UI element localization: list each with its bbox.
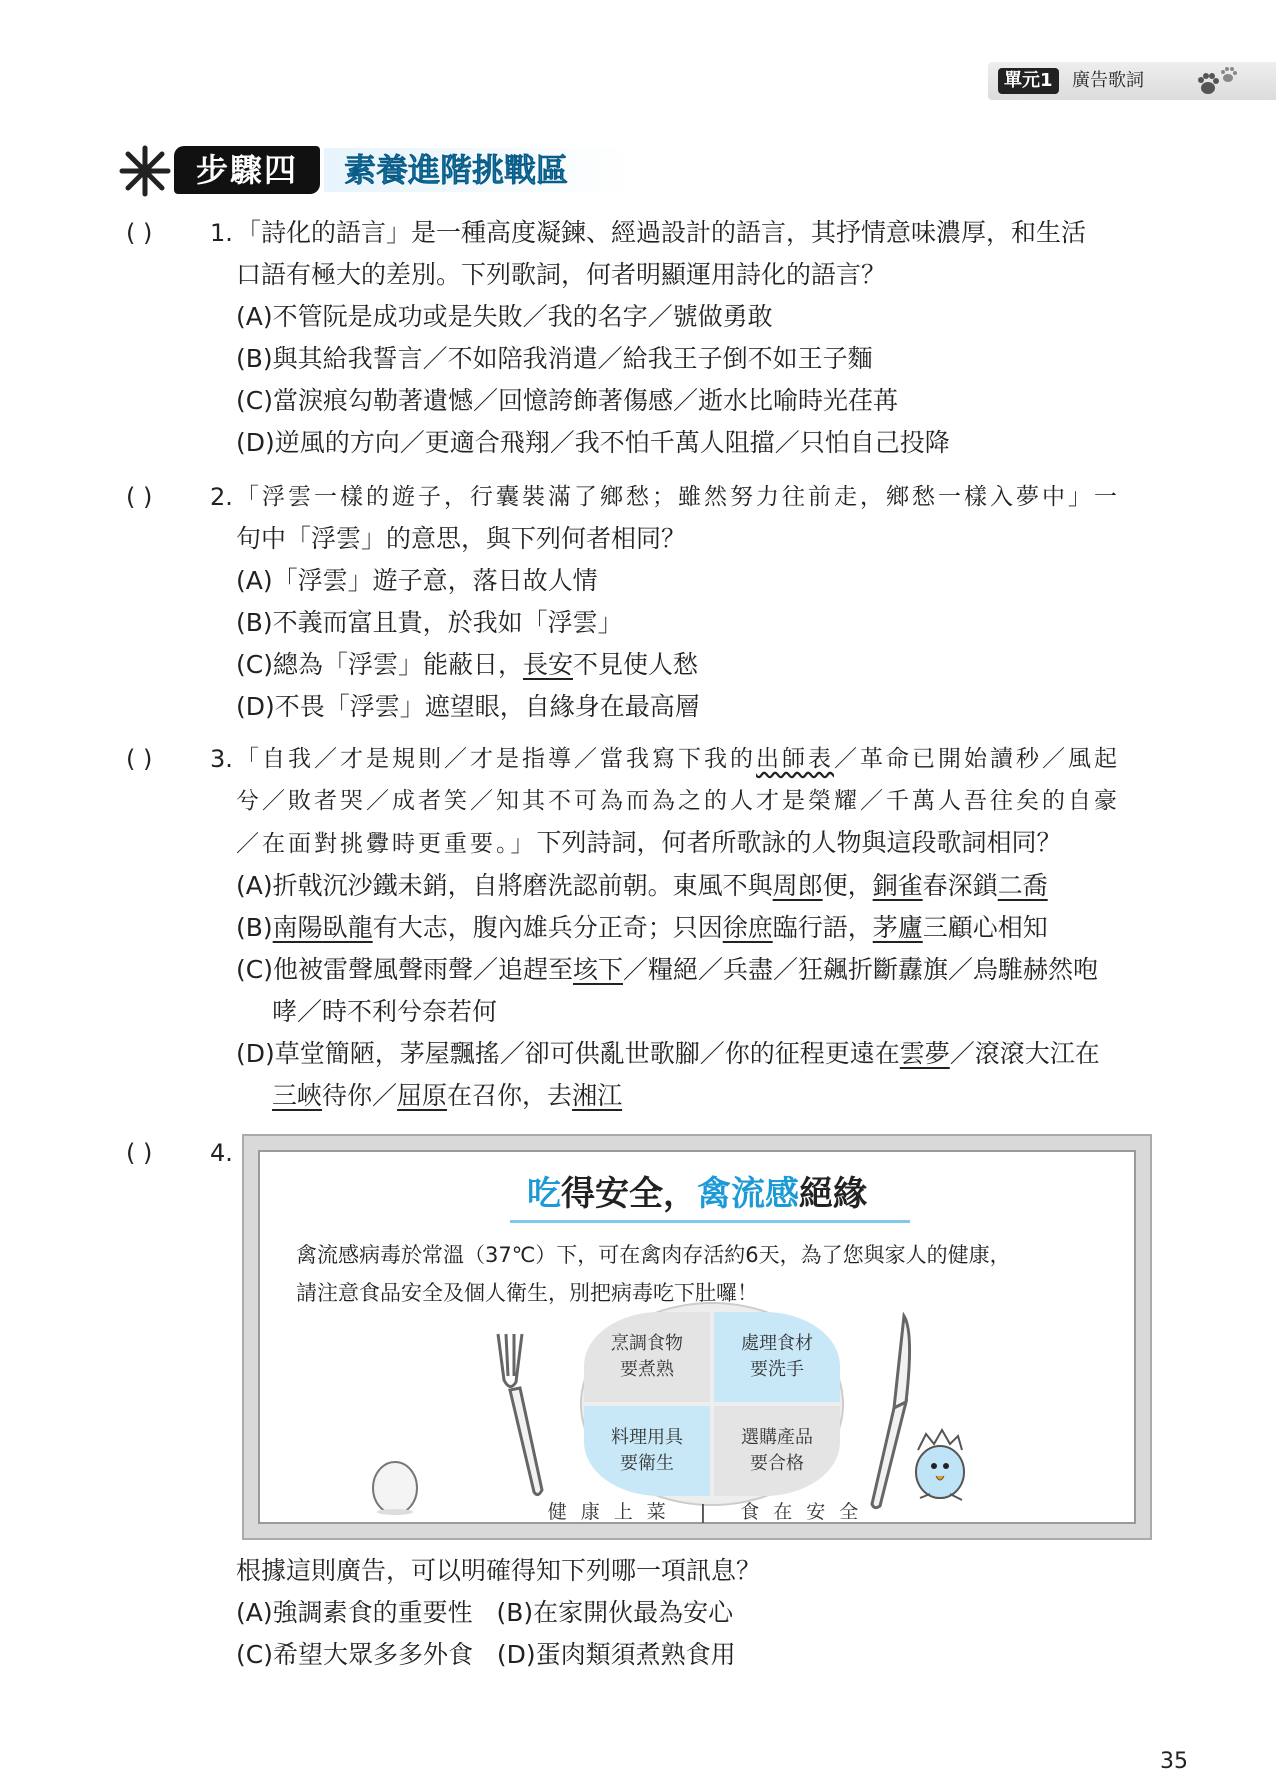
option-text: 不見使人愁 <box>572 650 698 679</box>
option-text: 有大志，腹內雄兵分正奇；只因 <box>372 913 723 942</box>
unit-tab <box>988 62 1276 100</box>
question-stem-line: 根據這則廣告，可以明確得知下列哪一項訊息？ <box>236 1556 762 1585</box>
question-body <box>236 738 1156 1117</box>
quadrant-cook: 烹調食物 要煮熟 <box>584 1312 710 1402</box>
lyric-quote-line <box>236 738 1156 780</box>
plate-illustration <box>480 1302 940 1492</box>
question-body <box>236 1550 1156 1676</box>
answer-blank: ( ) <box>126 745 153 773</box>
option-b: (B)不義而富且貴，於我如「浮雲」 <box>236 608 623 637</box>
option-text: (D)草堂簡陋，茅屋飄搖／卻可供亂世歌腳／你的征程更遠在 <box>236 1039 900 1068</box>
options-row <box>236 1592 1156 1634</box>
unit-badge: 單元1 <box>998 68 1059 94</box>
lyric-text: ／在面對挑釁時更重要。」 <box>236 831 537 857</box>
proper-noun: 長安 <box>522 650 573 679</box>
question-stem-line: 句中「浮雲」的意思，與下列何者相同？ <box>236 524 687 553</box>
proper-noun: 雲夢 <box>899 1039 950 1068</box>
proper-noun: 茅廬 <box>872 913 923 942</box>
question-number: 1. <box>210 219 233 247</box>
option-text: 便， <box>822 871 873 900</box>
question-number: 2. <box>210 483 233 511</box>
lyric-quote-line: 兮／敗者哭／成者笑／知其不可為而為之的人才是榮耀／千萬人吾往矣的自豪 <box>236 788 1120 814</box>
question-number: 3. <box>210 745 233 773</box>
answer-blank: ( ) <box>126 483 153 511</box>
poster-text-line: 禽流感病毒於常溫（37℃）下，可在禽肉存活約6天，為了您與家人的健康， <box>296 1243 1011 1267</box>
option-d: (D)蛋肉類須煮熟食用 <box>496 1640 736 1669</box>
fork-icon <box>490 1330 550 1500</box>
proper-noun: 南陽 <box>272 913 323 942</box>
section-title: 素養進階挑戰區 <box>324 148 634 192</box>
question-stem-line <box>236 822 1156 865</box>
step-label: 步驟四 <box>174 146 320 194</box>
page-number: 35 <box>1160 1749 1188 1774</box>
poster-title-part: 絕緣 <box>799 1174 867 1214</box>
poster-title-part: 得安全， <box>561 1174 697 1214</box>
ad-poster <box>242 1134 1152 1540</box>
question-body <box>236 476 1156 728</box>
option-b <box>236 907 1156 949</box>
question-body <box>236 212 1156 464</box>
poster-title-part: 吃 <box>527 1174 561 1214</box>
quadrant-utensils: 料理用具 要衛生 <box>584 1406 710 1496</box>
option-text: (A)折戟沉沙鐵未銷，自將磨洗認前朝。東風不與 <box>236 871 773 900</box>
poster-footer: 健康上菜 | 食在安全 <box>547 1501 873 1523</box>
option-c <box>236 949 1156 991</box>
option-text: 春深鎖 <box>922 871 998 900</box>
ad-poster-frame <box>258 1150 1136 1524</box>
poster-title <box>260 1172 1134 1216</box>
question-number: 4. <box>210 1139 233 1167</box>
option-a: (A)強調素食的重要性 <box>236 1598 473 1627</box>
option-c: (C)希望大眾多多外食 <box>236 1640 473 1669</box>
option-text: (B) <box>236 913 273 942</box>
chick-mascot-icon <box>904 1410 974 1510</box>
option-text: 在召你，去 <box>447 1081 573 1110</box>
paw-print-icon <box>1194 66 1240 100</box>
poster-text-line: 請注意食品安全及個人衛生，別把病毒吃下肚囉！ <box>296 1281 758 1305</box>
proper-noun: 臥龍 <box>322 913 373 942</box>
quadrant-purchase: 選購產品 要合格 <box>714 1406 840 1496</box>
plate <box>580 1302 844 1506</box>
poster-text <box>296 1236 1116 1312</box>
option-text: (C)他被雷聲風聲雨聲／追趕至 <box>236 955 573 984</box>
option-text: 待你／ <box>322 1081 398 1110</box>
title-underline <box>510 1220 910 1223</box>
option-c-continued: 哮／時不利兮奈若何 <box>272 997 498 1026</box>
option-d: (D)不畏「浮雲」遮望眼，自緣身在最高層 <box>236 692 700 721</box>
answer-blank: ( ) <box>126 1139 153 1167</box>
question-stem-line: 「詩化的語言」是一種高度凝鍊、經過設計的語言，其抒情意味濃厚，和生活 <box>236 218 1087 247</box>
option-b: (B)在家開伙最為安心 <box>496 1598 734 1627</box>
options-row <box>236 1634 1156 1676</box>
proper-noun: 湘江 <box>572 1081 623 1110</box>
lyric-text: 「自我／才是規則／才是指導／當我寫下我的 <box>236 746 756 772</box>
option-text: ／糧絕／兵盡／狂飆折斷纛旗／烏騅赫然咆 <box>622 955 1098 984</box>
lyric-quote: 「浮雲一樣的遊子，行囊裝滿了鄉愁；雖然努力往前走，鄉愁一樣入夢中」一 <box>236 484 1120 510</box>
option-b: (B)與其給我誓言／不如陪我消遣／給我王子倒不如王子麵 <box>236 344 873 373</box>
lyric-text: ／革命已開始讀秒／風起 <box>834 746 1120 772</box>
option-text: 臨行語， <box>772 913 873 942</box>
poster-title-part: 禽流感 <box>697 1174 799 1214</box>
quadrant-wash: 處理食材 要洗手 <box>714 1312 840 1402</box>
proper-noun: 垓下 <box>572 955 623 984</box>
unit-title: 廣告歌詞 <box>1072 70 1144 91</box>
egg-icon <box>368 1454 422 1516</box>
option-d: (D)逆風的方向／更適合飛翔／我不怕千萬人阻擋／只怕自己投降 <box>236 428 950 457</box>
option-text: 三顧心相知 <box>922 913 1048 942</box>
proper-noun: 徐庶 <box>722 913 773 942</box>
question-stem-text: 下列詩詞，何者所歌詠的人物與這段歌詞相同？ <box>536 828 1062 857</box>
option-a <box>236 865 1156 907</box>
option-d-continued <box>236 1075 1156 1117</box>
option-text: ／滾滾大江在 <box>949 1039 1100 1068</box>
question-stem-line: 口語有極大的差別。下列歌詞，何者明顯運用詩化的語言？ <box>236 260 887 289</box>
option-c: (C)當淚痕勾勒著遺憾／回憶誇飾著傷感／逝水比喻時光荏苒 <box>236 386 898 415</box>
option-d <box>236 1033 1156 1075</box>
proper-noun: 銅雀 <box>872 871 923 900</box>
option-a: (A)不管阮是成功或是失敗／我的名字／號做勇敢 <box>236 302 773 331</box>
proper-noun: 屈原 <box>397 1081 448 1110</box>
book-title: 出師表 <box>756 746 834 772</box>
proper-noun: 三峽 <box>272 1081 323 1110</box>
answer-blank: ( ) <box>126 219 153 247</box>
section-heading <box>118 140 618 202</box>
option-c <box>236 644 1156 686</box>
proper-noun: 周郎 <box>772 871 823 900</box>
option-text: (C)總為「浮雲」能蔽日， <box>236 650 523 679</box>
proper-noun: 二喬 <box>997 871 1048 900</box>
snowflake-icon <box>118 144 172 198</box>
option-a: (A)「浮雲」遊子意，落日故人情 <box>236 566 598 595</box>
